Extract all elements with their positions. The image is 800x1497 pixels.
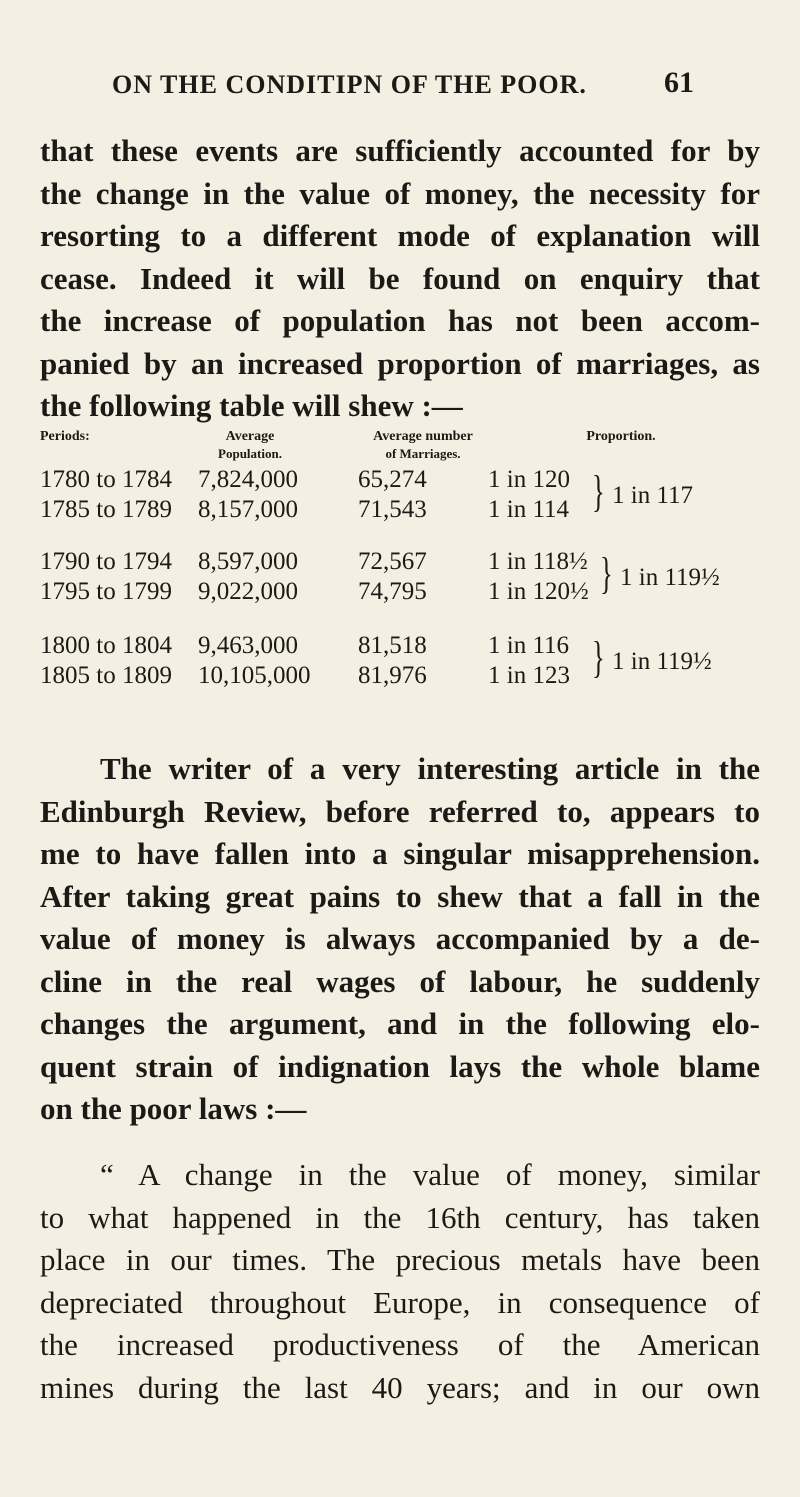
cell-population: 9,463,000 <box>198 632 298 659</box>
header-average-population <box>190 428 310 462</box>
text-line: cease. Indeed it will be found on enquiry that <box>40 260 760 296</box>
cell-population: 8,157,000 <box>198 496 298 523</box>
text-line: the following table will shew :— <box>40 388 463 423</box>
text-line: cline in the real wages of labour, he suddenly <box>40 963 760 999</box>
cell-period: 1790 to 1794 <box>40 548 172 575</box>
cell-marriages: 81,518 <box>358 632 427 659</box>
text-line: the increased productiveness of the American <box>40 1327 760 1362</box>
text-line: resorting to a different mode of explanation will <box>40 218 760 253</box>
combined-proportion: 1 in 119½ <box>612 648 712 675</box>
cell-marriages: 72,567 <box>358 548 427 575</box>
text-line: changes the argument, and in the following elo- <box>40 1006 760 1041</box>
cell-period: 1785 to 1789 <box>40 496 172 523</box>
text-line: mines during the last 40 years; and in our own <box>40 1369 760 1405</box>
header-average-marriages-sub: of Marriages. <box>385 446 461 461</box>
text-line: quent strain of indignation lays the whole blame <box>40 1048 760 1084</box>
text-line: place in our times. The precious metals have been <box>40 1242 760 1277</box>
text-line: value of money is always accompanied by a de- <box>40 921 760 956</box>
text-line: me to have fallen into a singular misapprehension. <box>40 836 760 871</box>
cell-marriages: 65,274 <box>358 466 427 493</box>
text-line: Edinburgh Review, before referred to, appears to <box>40 793 760 829</box>
page-number: 61 <box>664 66 694 99</box>
cell-period: 1780 to 1784 <box>40 466 172 493</box>
text-line: After taking great pains to shew that a fall in the <box>40 878 760 914</box>
cell-period: 1805 to 1809 <box>40 662 172 689</box>
running-head: ON THE CONDITIPN OF THE POOR. <box>112 70 587 99</box>
cell-period: 1800 to 1804 <box>40 632 172 659</box>
header-average-population-label: Average <box>225 429 275 444</box>
brace-icon: } <box>592 633 605 682</box>
cell-population: 9,022,000 <box>198 578 298 605</box>
cell-proportion: 1 in 120½ <box>488 578 589 605</box>
cell-population: 10,105,000 <box>198 662 311 689</box>
combined-proportion: 1 in 119½ <box>620 564 720 591</box>
paragraph-2 <box>40 748 760 1131</box>
marriages-table <box>40 428 770 728</box>
cell-proportion: 1 in 118½ <box>488 548 588 575</box>
quotation-paragraph <box>40 1154 760 1409</box>
brace-icon: } <box>592 467 605 516</box>
cell-period: 1795 to 1799 <box>40 578 172 605</box>
cell-proportion: 1 in 114 <box>488 496 570 523</box>
text-line: to what happened in the 16th century, has taken <box>40 1199 760 1235</box>
text-line: depreciated throughout Europe, in consequence of <box>40 1284 760 1320</box>
header-proportion: Proportion. <box>586 429 656 444</box>
text-line: “ A change in the value of money, similar <box>100 1157 760 1192</box>
header-average-population-sub: Population. <box>218 446 282 461</box>
cell-proportion: 1 in 120 <box>488 466 570 493</box>
cell-population: 8,597,000 <box>198 548 298 575</box>
cell-marriages: 71,543 <box>358 496 427 523</box>
header-average-marriages-label: Average number <box>373 429 473 444</box>
text-line: The writer of a very interesting article in the <box>100 751 760 786</box>
cell-marriages: 81,976 <box>358 662 427 689</box>
cell-population: 7,824,000 <box>198 466 298 493</box>
paragraph-1 <box>40 130 760 428</box>
header-periods: Periods: <box>40 429 90 444</box>
cell-proportion: 1 in 116 <box>488 632 570 659</box>
header-average-marriages <box>348 428 498 462</box>
text-line: the change in the value of money, the necessity for <box>40 175 760 211</box>
text-line: that these events are sufficiently accounted for by <box>40 133 760 168</box>
text-line: the increase of population has not been accom- <box>40 303 760 338</box>
text-line: panied by an increased proportion of marriages, as <box>40 345 760 381</box>
combined-proportion: 1 in 117 <box>612 482 694 509</box>
cell-marriages: 74,795 <box>358 578 427 605</box>
text-line: on the poor laws :— <box>40 1091 307 1126</box>
cell-proportion: 1 in 123 <box>488 662 570 689</box>
brace-icon: } <box>600 549 613 598</box>
